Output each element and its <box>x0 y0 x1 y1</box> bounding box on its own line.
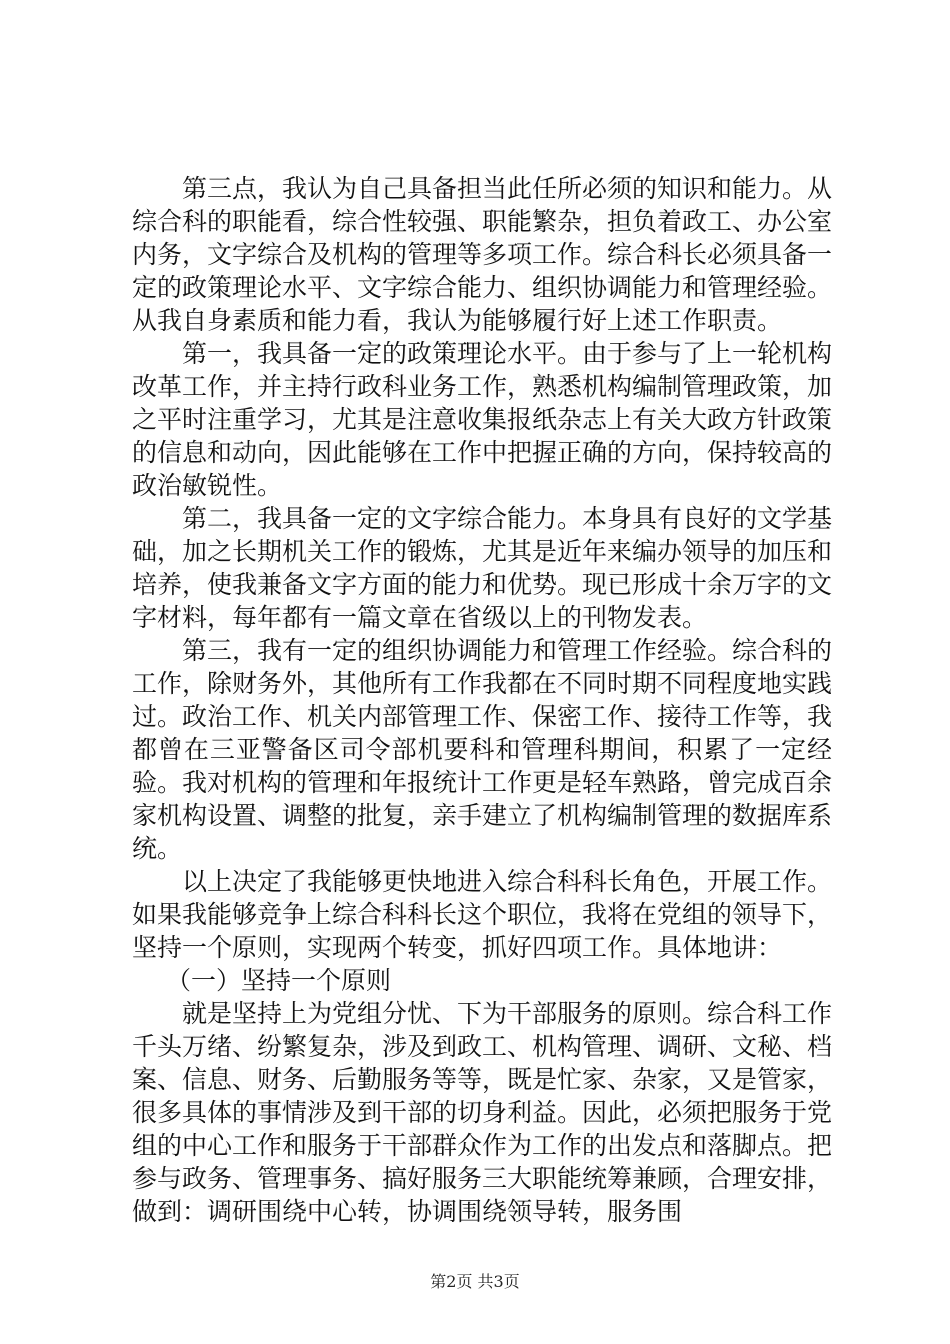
page-footer: 第2页 共3页 <box>430 1272 520 1291</box>
document-body <box>132 172 832 1228</box>
paragraph-writing-ability: 第二，我具备一定的文字综合能力。本身具有良好的文学基础，加之长期机关工作的锻炼，尤其是近年来编办领导的加压和培养，使我兼备文字方面的能力和优势。现已形成十余万字的文字材料，每年都有一篇文章在省级以上的刊物发表。 <box>132 504 833 632</box>
paragraph-conclusion: 以上决定了我能够更快地进入综合科科长角色，开展工作。如果我能够竞争上综合科科长这个职位，我将在党组的领导下，坚持一个原则，实现两个转变，抓好四项工作。具体地讲： <box>132 867 833 962</box>
paragraph-principle: 就是坚持上为党组分忧、下为干部服务的原则。综合科工作千头万绪、纷繁复杂，涉及到政工、机构管理、调研、文秘、档案、信息、财务、后勤服务等等，既是忙家、杂家，又是管家，很多具体的事情涉及到干部的切身利益。因此，必须把服务于党组的中心工作和服务于干部群众作为工作的出发点和落脚点。把参与政务、管理事务、搞好服务三大职能统筹兼顾，合理安排，做到：调研围绕中心转，协调围绕领导转，服务围 <box>132 999 833 1226</box>
paragraph-qualifications-intro: 第三点，我认为自己具备担当此任所必须的知识和能力。从综合科的职能看，综合性较强、职能繁杂，担负着政工、办公室内务，文字综合及机构的管理等多项工作。综合科长必须具备一定的政策理论水平、文字综合能力、组织协调能力和管理经验。从我自身素质和能力看，我认为能够履行好上述工作职责。 <box>132 174 833 335</box>
paragraph-policy-theory: 第一，我具备一定的政策理论水平。由于参与了上一轮机构改革工作，并主持行政科业务工作，熟悉机构编制管理政策，加之平时注重学习，尤其是注意收集报纸杂志上有关大政方针政策的信息和动向，因此能够在工作中把握正确的方向，保持较高的政治敏锐性。 <box>132 339 833 500</box>
section-heading: （一）坚持一个原则 <box>166 966 392 995</box>
paragraph-coordination-ability: 第三，我有一定的组织协调能力和管理工作经验。综合科的工作，除财务外，其他所有工作我都在不同时期不同程度地实践过。政治工作、机关内部管理工作、保密工作、接待工作等，我都曾在三亚警备区司令部机要科和管理科期间，积累了一定经验。我对机构的管理和年报统计工作更是轻车熟路，曾完成百余家机构设置、调整的批复，亲手建立了机构编制管理的数据库系统。 <box>132 636 833 863</box>
